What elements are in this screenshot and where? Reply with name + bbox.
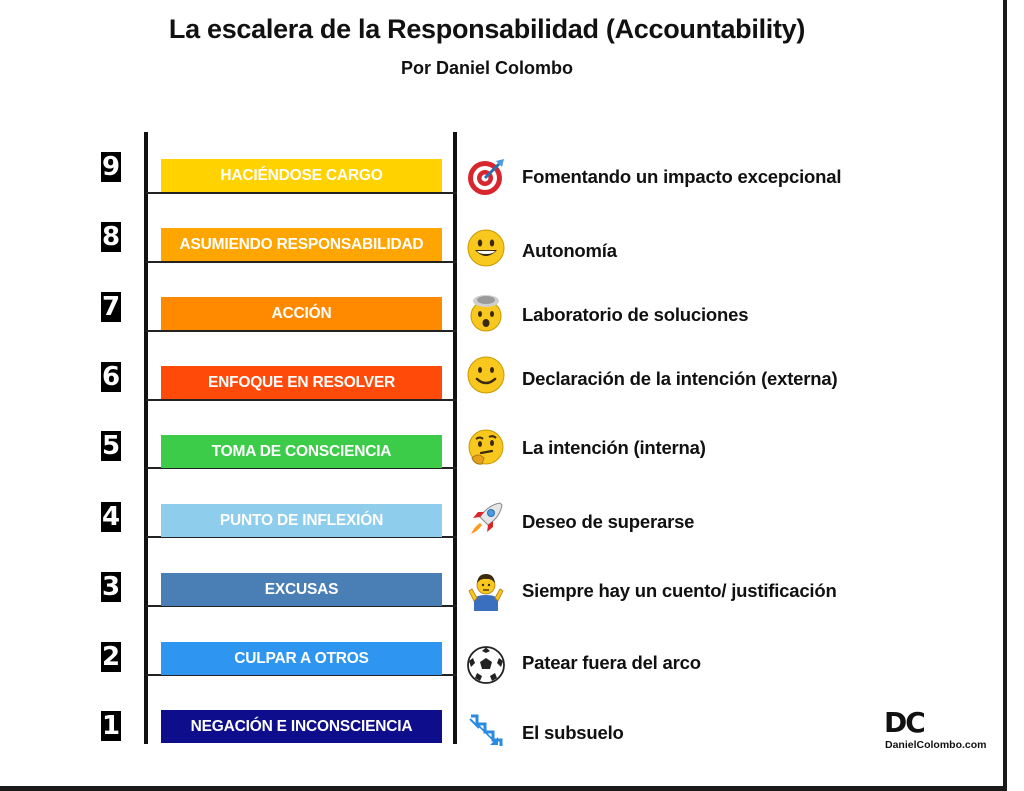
target-icon [466, 157, 506, 197]
step-label: CULPAR A OTROS [161, 642, 442, 675]
smiling-face-icon [466, 355, 506, 395]
ladder-rail-left [144, 132, 148, 744]
frame-edge-right [1003, 0, 1007, 791]
grinning-face-icon [466, 228, 506, 268]
step-description: Patear fuera del arco [522, 652, 701, 673]
logo-site: DanielColombo.com [885, 739, 987, 751]
step-label: EXCUSAS [161, 573, 442, 606]
step-number: 6 [101, 362, 121, 392]
step-number: 4 [101, 502, 121, 532]
ladder-rail-right [453, 132, 457, 744]
ladder-rung [146, 330, 457, 332]
step-description: Autonomía [522, 240, 617, 261]
ladder-rung [146, 399, 457, 401]
step-description: Siempre hay un cuento/ justificación [522, 580, 837, 601]
step-description: Laboratorio de soluciones [522, 304, 749, 325]
step-label: NEGACIÓN E INCONSCIENCIA [161, 710, 442, 743]
shrugging-person-icon [466, 571, 506, 611]
step-label: ASUMIENDO RESPONSABILIDAD [161, 228, 442, 261]
step-label: PUNTO DE INFLEXIÓN [161, 504, 442, 537]
step-description: Fomentando un impacto excepcional [522, 166, 842, 187]
logo-mark: DC [884, 706, 924, 739]
thinking-face-icon [466, 428, 506, 468]
step-description: Declaración de la intención (externa) [522, 368, 838, 389]
step-description: Deseo de superarse [522, 511, 695, 532]
page-title: La escalera de la Responsabilidad (Accountability) [168, 14, 806, 44]
step-label: ENFOQUE EN RESOLVER [161, 366, 442, 399]
step-number: 9 [101, 152, 121, 182]
step-description: La intención (interna) [522, 437, 706, 458]
step-number: 8 [101, 222, 121, 252]
step-number: 3 [101, 572, 121, 602]
step-number: 1 [101, 711, 121, 741]
step-label: TOMA DE CONSCIENCIA [161, 435, 442, 468]
step-label: ACCIÓN [161, 297, 442, 330]
page-subtitle: Por Daniel Colombo [400, 58, 573, 78]
frame-edge-bottom [0, 786, 1007, 791]
step-label: HACIÉNDOSE CARGO [161, 159, 442, 192]
exploding-head-icon [466, 292, 506, 332]
step-description: El subsuelo [522, 722, 624, 743]
rocket-icon [466, 499, 506, 539]
step-number: 7 [101, 292, 121, 322]
step-number: 2 [101, 642, 121, 672]
soccer-ball-icon [466, 645, 506, 685]
descending-stairs-icon [466, 711, 506, 751]
step-number: 5 [101, 431, 121, 461]
ladder-rung [146, 192, 457, 194]
ladder-rung [146, 261, 457, 263]
